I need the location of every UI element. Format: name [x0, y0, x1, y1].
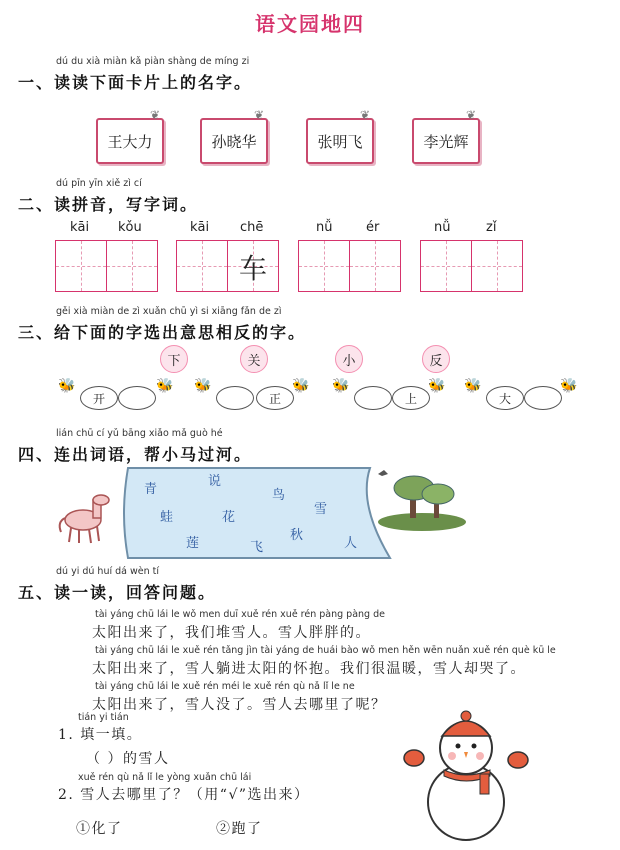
- leaf-icon: ❦: [465, 108, 476, 122]
- bee-icon: 🐝: [464, 378, 482, 394]
- grid-pinyin: kǒu: [118, 220, 142, 235]
- name-card-1: ❦ 王大力: [96, 118, 164, 164]
- bee-icon: 🐝: [560, 378, 578, 394]
- para-line-3: 太阳出来了，雪人没了。雪人去哪里了呢？: [92, 697, 387, 713]
- pony-icon: [55, 488, 113, 546]
- s1-pinyin: dú du xià miàn kǎ piàn shàng de míng zi: [56, 56, 250, 67]
- s5-pinyin: dú yi dú huí dá wèn tí: [56, 566, 160, 577]
- river-word[interactable]: 雪: [314, 502, 328, 517]
- bee-icon: 🐝: [156, 378, 174, 394]
- page-title: 语文园地四: [255, 12, 365, 36]
- bee-icon: 🐝: [58, 378, 76, 394]
- writing-grid-4[interactable]: [420, 240, 523, 292]
- bee-oval: 大: [486, 386, 524, 410]
- answer-oval[interactable]: [354, 386, 392, 410]
- bee-oval: 正: [256, 386, 294, 410]
- s3-pinyin: gěi xià miàn de zì xuǎn chū yì si xiāng fǎn de zì: [56, 306, 282, 317]
- river-word[interactable]: 蛙: [160, 510, 174, 525]
- river-word[interactable]: 青: [144, 482, 158, 497]
- q1-text: 1. 填一填。: [58, 727, 143, 743]
- bee-icon: 🐝: [428, 378, 446, 394]
- name-card-4: ❦ 李光辉: [412, 118, 480, 164]
- written-char: 车: [238, 252, 267, 285]
- q2-pinyin: xuě rén qù nǎ lǐ le yòng xuǎn chū lái: [78, 772, 252, 783]
- grid-pinyin: chē: [240, 220, 264, 235]
- bee-oval: 开: [80, 386, 118, 410]
- bee-icon: 🐝: [332, 378, 350, 394]
- river-word[interactable]: 秋: [290, 528, 304, 543]
- flower-char-2: 关: [240, 345, 268, 373]
- writing-grid-2[interactable]: [176, 240, 279, 292]
- para-line-1: 太阳出来了，我们堆雪人。雪人胖胖的。: [92, 625, 371, 641]
- river-word[interactable]: 说: [208, 474, 222, 489]
- leaf-icon: ❦: [149, 108, 160, 122]
- para-pinyin-3: tài yáng chū lái le xuě rén méi le xuě rén qù nǎ lǐ le ne: [95, 681, 355, 692]
- s4-heading: 四、连出词语，帮小马过河。: [18, 445, 253, 464]
- answer-oval[interactable]: [118, 386, 156, 410]
- option-2[interactable]: ②跑了: [216, 821, 263, 837]
- grid-pinyin: kāi: [70, 220, 90, 235]
- s1-heading: 一、读读下面卡片上的名字。: [18, 73, 253, 92]
- s5-heading: 五、读一读，回答问题。: [18, 583, 217, 602]
- bee-icon: 🐝: [292, 378, 310, 394]
- para-pinyin-1: tài yáng chū lái le wǒ men duī xuě rén xuě rén pàng pàng de: [95, 609, 385, 620]
- s2-pinyin: dú pīn yīn xiě zì cí: [56, 178, 142, 189]
- flower-char-1: 下: [160, 345, 188, 373]
- q1-blank[interactable]: （ ）的雪人: [86, 751, 170, 767]
- s2-heading: 二、读拼音，写字词。: [18, 195, 199, 214]
- flower-char-3: 小: [335, 345, 363, 373]
- name-card-2: ❦ 孙晓华: [200, 118, 268, 164]
- bee-icon: 🐝: [194, 378, 212, 394]
- river-word[interactable]: 鸟: [272, 488, 286, 503]
- para-line-2: 太阳出来了，雪人躺进太阳的怀抱。我们很温暖，雪人却哭了。: [92, 661, 526, 677]
- river-word[interactable]: 飞: [250, 540, 264, 555]
- flower-char-4: 反: [422, 345, 450, 373]
- s3-heading: 三、给下面的字选出意思相反的字。: [18, 323, 307, 342]
- river-word[interactable]: 人: [344, 536, 358, 551]
- grid-pinyin: nǚ: [316, 220, 333, 235]
- leaf-icon: ❦: [359, 108, 370, 122]
- snowman-icon: [400, 706, 530, 846]
- option-1[interactable]: ①化了: [76, 821, 123, 837]
- answer-oval[interactable]: [524, 386, 562, 410]
- grid-pinyin: kāi: [190, 220, 210, 235]
- tree-shore-icon: [372, 464, 472, 532]
- bee-oval: 上: [392, 386, 430, 410]
- river-word[interactable]: 莲: [186, 536, 200, 551]
- para-pinyin-2: tài yáng chū lái le xuě rén tǎng jìn tài yáng de huái bào wǒ men hěn wēn nuǎn xuě rén què kū le: [95, 645, 556, 656]
- q2-text: 2. 雪人去哪里了？（用“√”选出来）: [58, 787, 310, 803]
- s4-pinyin: lián chū cí yǔ bāng xiǎo mǎ guò hé: [56, 428, 223, 439]
- river-word[interactable]: 花: [222, 510, 236, 525]
- grid-pinyin: zǐ: [486, 220, 497, 235]
- writing-grid-1[interactable]: [55, 240, 158, 292]
- leaf-icon: ❦: [253, 108, 264, 122]
- grid-pinyin: ér: [366, 220, 380, 235]
- name-card-3: ❦ 张明飞: [306, 118, 374, 164]
- answer-oval[interactable]: [216, 386, 254, 410]
- grid-pinyin: nǚ: [434, 220, 451, 235]
- writing-grid-3[interactable]: [298, 240, 401, 292]
- q1-pinyin: tián yi tián: [78, 712, 129, 723]
